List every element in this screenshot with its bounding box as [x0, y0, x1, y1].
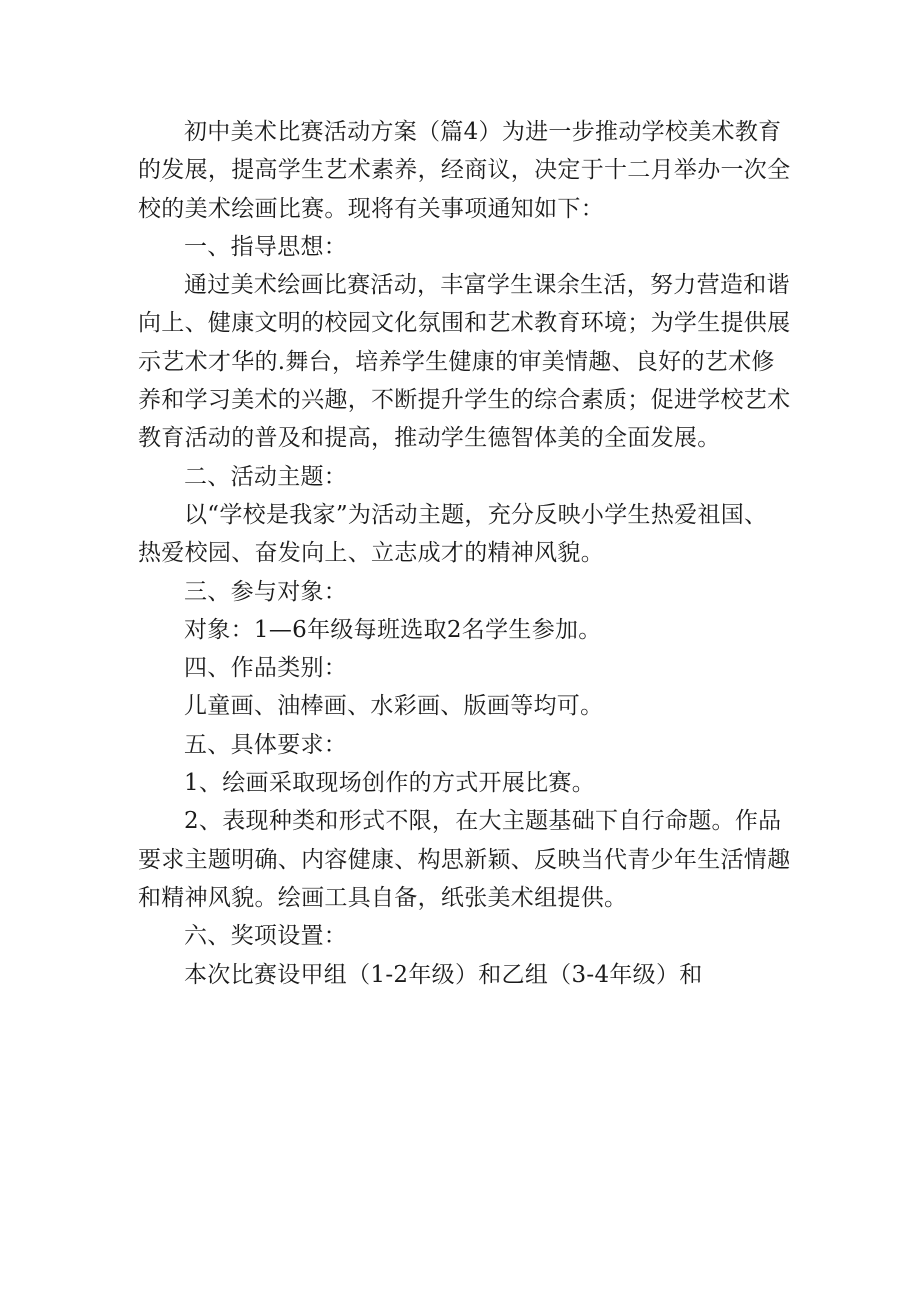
- requirement-item-1: [138, 764, 788, 802]
- text-line: 热爱校园、奋发向上、立志成才的精神风貌。: [138, 540, 604, 567]
- section-heading-participants: 三、参与对象：: [184, 578, 348, 605]
- participants-paragraph: [138, 611, 788, 649]
- awards-paragraph: [138, 956, 788, 994]
- text-line: 和精神风貌。绘画工具自备，纸张美术组提供。: [138, 884, 628, 911]
- text-line: 校的美术绘画比赛。现将有关事项通知如下：: [138, 195, 604, 222]
- text-line: 养和学习美术的兴趣，不断提升学生的综合素质；促进学校艺术: [138, 387, 791, 414]
- requirement-item-2: [138, 802, 791, 917]
- text-line: 1、绘画采取现场创作的方式开展比赛。: [184, 770, 596, 797]
- text-line: 以“学校是我家”为活动主题，充分反映小学生热爱祖国、: [184, 501, 768, 528]
- work-categories-paragraph: [138, 687, 788, 725]
- text-line: 教育活动的普及和提高，推动学生德智体美的全面发展。: [138, 425, 721, 452]
- guiding-ideology-paragraph: [138, 266, 791, 457]
- text-line: 的发展，提高学生艺术素养，经商议，决定于十二月举办一次全: [138, 157, 791, 184]
- text-line: 示艺术才华的.舞台，培养学生健康的审美情趣、良好的艺术修: [138, 348, 775, 375]
- text-line: 向上、健康文明的校园文化氛围和艺术教育环境；为学生提供展: [138, 310, 791, 337]
- text-line: 2、表现种类和形式不限，在大主题基础下自行命题。作品: [184, 808, 782, 835]
- document-body: [138, 113, 791, 994]
- text-line: 通过美术绘画比赛活动，丰富学生课余生活，努力营造和谐: [184, 272, 790, 299]
- section-heading-work-categories: 四、作品类别：: [184, 655, 348, 682]
- text-line: 要求主题明确、内容健康、构思新颖、反映当代青少年生活情趣: [138, 846, 791, 873]
- text-line: 对象：1—6年级每班选取2名学生参加。: [184, 616, 602, 643]
- text-line: 初中美术比赛活动方案（篇4）为进一步推动学校美术教育: [184, 119, 782, 145]
- section-heading-awards: 六、奖项设置：: [184, 923, 348, 950]
- section-heading-activity-theme: 二、活动主题：: [184, 463, 348, 490]
- text-line: 本次比赛设甲组（1-2年级）和乙组（3-4年级）和: [184, 961, 703, 988]
- section-heading-guiding-ideology: 一、指导思想：: [184, 233, 348, 260]
- activity-theme-paragraph: [138, 496, 788, 573]
- section-heading-requirements: 五、具体要求：: [184, 731, 348, 758]
- intro-paragraph: [138, 113, 791, 228]
- text-line: 儿童画、油棒画、水彩画、版画等均可。: [184, 693, 604, 720]
